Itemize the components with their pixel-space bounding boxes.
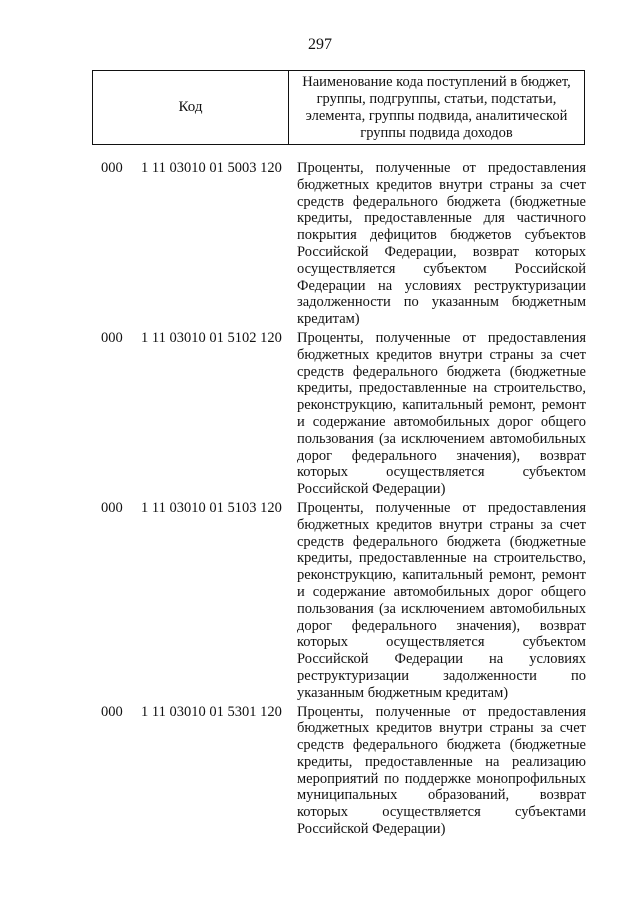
income-code: 1 11 03010 01 5003 120 bbox=[141, 160, 282, 176]
header-name-label: Наименование кода поступлений в бюджет, группы, подгруппы, статьи, подстатьи, элемента, группы подвида, аналитической группы подвида доходов bbox=[302, 73, 571, 141]
table-row bbox=[0, 500, 640, 702]
admin-code: 000 bbox=[101, 499, 123, 516]
income-description: Проценты, полученные от предоставления бюджетных кредитов внутри страны за счет средств федерального бюджета (бюджетные кредиты, предоставленные на строительство, реконструкцию, капитальный ремонт, ремонт и содержание автомобильных дорог общего пользования (за исключением автомобильных дорог федерального значения), возврат которых осуществляется субъектом Российской Федерации на условиях реструктуризации задолженности по указанным бюджетным кредитам) bbox=[297, 499, 586, 701]
income-description: Проценты, полученные от предоставления бюджетных кредитов внутри страны за счет средств федерального бюджета (бюджетные кредиты, предоставленные на реализацию мероприятий по поддержке монопрофильных муниципальных образований, возврат которых осуществляется субъектами Российской Федерации) bbox=[297, 703, 586, 838]
income-description: Проценты, полученные от предоставления бюджетных кредитов внутри страны за счет средств федерального бюджета (бюджетные кредиты, предоставленные на строительство, реконструкцию, капитальный ремонт, ремонт и содержание автомобильных дорог общего пользования (за исключением автомобильных дорог федерального значения), возврат которых осуществляется субъектом Российской Федерации) bbox=[297, 329, 586, 498]
table-row bbox=[0, 704, 640, 838]
admin-code: 000 bbox=[101, 160, 123, 176]
header-code-cell bbox=[93, 71, 289, 144]
header-code-label: Код bbox=[178, 99, 203, 115]
income-code: 1 11 03010 01 5301 120 bbox=[141, 703, 282, 720]
table-row bbox=[0, 330, 640, 498]
page-number: 297 bbox=[308, 36, 332, 53]
table-row bbox=[0, 160, 640, 328]
table-header bbox=[92, 70, 585, 145]
entries-list bbox=[0, 160, 640, 840]
admin-code: 000 bbox=[101, 329, 123, 346]
income-description: Проценты, полученные от предоставления бюджетных кредитов внутри страны за счет средств федерального бюджета (бюджетные кредиты, предоставленные для частичного покрытия дефицитов бюджетов субъектов Российской Федерации, возврат которых осуществляется субъектом Российской Федерации на условиях реструктуризации задолженности по указанным бюджетным кредитам) bbox=[297, 160, 586, 328]
admin-code: 000 bbox=[101, 703, 123, 720]
header-name-cell bbox=[289, 71, 584, 144]
income-code: 1 11 03010 01 5102 120 bbox=[141, 329, 282, 346]
income-code: 1 11 03010 01 5103 120 bbox=[141, 499, 282, 516]
